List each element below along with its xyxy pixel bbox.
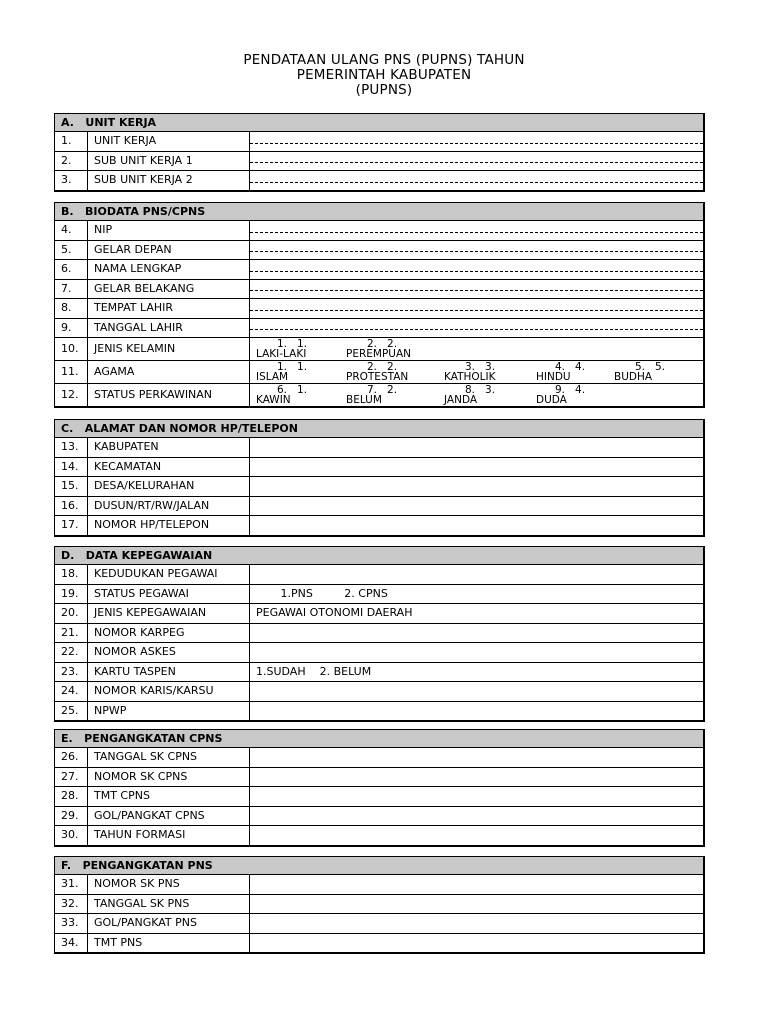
row-number: 25. — [61, 703, 79, 717]
column-divider — [87, 241, 88, 260]
row-number: 1. — [61, 134, 72, 147]
column-divider — [249, 875, 250, 894]
column-divider — [87, 787, 88, 806]
row-label: NOMOR SK PNS — [94, 877, 180, 890]
form-row — [55, 477, 703, 497]
form-row — [55, 319, 703, 339]
form-row — [55, 361, 703, 384]
form-row — [55, 914, 703, 934]
column-divider — [249, 299, 250, 318]
option-number: 2. 2. — [367, 338, 398, 350]
column-divider — [249, 565, 250, 584]
form-row — [55, 260, 703, 280]
column-divider — [87, 516, 88, 535]
column-divider — [87, 875, 88, 894]
section-unit-kerja — [54, 113, 705, 192]
column-divider — [87, 361, 88, 383]
row-number: 24. — [61, 684, 79, 697]
section-pengangkatan-cpns — [54, 729, 705, 847]
answer-field-line[interactable] — [250, 143, 703, 144]
row-number: 31. — [61, 877, 79, 890]
row-number: 10. — [61, 342, 79, 355]
option-label[interactable]: JANDA — [444, 394, 478, 406]
form-row — [55, 152, 703, 172]
form-row — [55, 768, 703, 788]
row-number: 19. — [61, 586, 79, 600]
form-row — [55, 497, 703, 517]
option-number: 1. 1. — [277, 361, 308, 373]
option-number: 1. 1. — [277, 338, 308, 350]
column-divider — [87, 438, 88, 457]
answer-field-line[interactable] — [250, 232, 703, 233]
row-label: DESA/KELURAHAN — [94, 479, 195, 492]
form-row — [55, 807, 703, 827]
form-row — [55, 875, 703, 895]
answer-field-line[interactable] — [250, 329, 703, 330]
column-divider — [87, 702, 88, 721]
section-heading: D. DATA KEPEGAWAIAN — [55, 547, 703, 565]
row-number: 33. — [61, 916, 79, 929]
row-label: NOMOR ASKES — [94, 645, 176, 658]
form-row — [55, 787, 703, 807]
form-row — [55, 682, 703, 702]
title-line-3: (PUPNS) — [355, 82, 413, 98]
option-number: 9. 4. — [555, 384, 586, 396]
row-label: JENIS KELAMIN — [94, 342, 176, 355]
row-number: 5. — [61, 242, 72, 256]
section-biodata — [54, 202, 705, 408]
row-number: 17. — [61, 518, 79, 531]
row-label: TAHUN FORMASI — [94, 828, 186, 841]
column-divider — [249, 643, 250, 662]
row-number: 12. — [61, 388, 79, 401]
row-label: UNIT KERJA — [94, 134, 157, 147]
row-label: STATUS PERKAWINAN — [94, 388, 213, 401]
column-divider — [87, 643, 88, 662]
column-divider — [87, 458, 88, 477]
column-divider — [87, 624, 88, 643]
row-label: SUB UNIT KERJA 2 — [94, 173, 193, 186]
form-row — [55, 895, 703, 915]
form-row — [55, 280, 703, 300]
column-divider — [87, 768, 88, 787]
row-number: 26. — [61, 750, 79, 763]
answer-field-line[interactable] — [250, 190, 703, 191]
column-divider — [87, 171, 88, 190]
column-divider — [249, 768, 250, 787]
column-divider — [249, 826, 250, 845]
row-number: 15. — [61, 479, 79, 492]
form-row — [55, 458, 703, 478]
row-number: 8. — [61, 301, 72, 314]
option-label[interactable]: BUDHA — [614, 371, 653, 383]
column-divider — [87, 663, 88, 682]
form-row — [55, 624, 703, 644]
row-number: 13. — [61, 440, 79, 453]
column-divider — [249, 338, 250, 360]
column-divider — [249, 497, 250, 516]
option-label[interactable]: LAKI-LAKI — [256, 348, 307, 360]
option-label[interactable]: BELUM — [346, 394, 382, 406]
column-divider — [87, 565, 88, 584]
option-label[interactable]: ISLAM — [256, 371, 289, 383]
column-divider — [87, 152, 88, 171]
answer-field-line[interactable] — [250, 952, 703, 953]
form-row — [55, 643, 703, 663]
row-label: NAMA LENGKAP — [94, 262, 182, 275]
row-number: 3. — [61, 173, 72, 186]
row-label: GELAR BELAKANG — [94, 281, 195, 295]
form-row — [55, 565, 703, 585]
row-label: GOL/PANGKAT CPNS — [94, 808, 205, 822]
column-divider — [87, 914, 88, 933]
row-value: 1.SUDAH 2. BELUM — [256, 664, 372, 678]
column-divider — [87, 682, 88, 701]
answer-field-line[interactable] — [250, 290, 703, 291]
option-number: 3. 3. — [465, 361, 496, 373]
row-number: 27. — [61, 769, 79, 783]
row-number: 20. — [61, 606, 79, 619]
answer-field-line[interactable] — [250, 535, 703, 536]
form-row — [55, 221, 703, 241]
column-divider — [249, 624, 250, 643]
answer-field-line[interactable] — [250, 720, 703, 721]
section-heading: A. UNIT KERJA — [55, 114, 703, 132]
column-divider — [87, 260, 88, 279]
title-line-2: PEMERINTAH KABUPATEN — [296, 67, 472, 83]
row-label: TANGGAL LAHIR — [94, 320, 183, 334]
option-number: 5. 5. — [635, 361, 666, 373]
form-row — [55, 604, 703, 624]
row-label: NIP — [94, 223, 113, 236]
column-divider — [249, 895, 250, 914]
form-row — [55, 241, 703, 261]
row-label: KECAMATAN — [94, 459, 162, 473]
row-label: TEMPAT LAHIR — [94, 301, 174, 314]
column-divider — [249, 748, 250, 767]
row-number: 7. — [61, 281, 72, 295]
title-line-1: PENDATAAN ULANG PNS (PUPNS) TAHUN — [243, 52, 525, 68]
row-number: 14. — [61, 459, 79, 473]
row-number: 28. — [61, 789, 79, 802]
row-value: PEGAWAI OTONOMI DAERAH — [256, 606, 413, 619]
form-row — [55, 338, 703, 361]
row-label: JENIS KEPEGAWAIAN — [94, 606, 207, 619]
column-divider — [87, 748, 88, 767]
option-number: 8. 3. — [465, 384, 496, 396]
row-label: AGAMA — [94, 365, 135, 378]
row-label: KARTU TASPEN — [94, 664, 176, 678]
column-divider — [249, 702, 250, 721]
column-divider — [87, 604, 88, 623]
column-divider — [87, 807, 88, 826]
section-alamat — [54, 419, 705, 537]
form-row — [55, 384, 703, 406]
column-divider — [249, 807, 250, 826]
column-divider — [249, 384, 250, 406]
row-number: 29. — [61, 808, 79, 822]
column-divider — [249, 663, 250, 682]
section-data-kepegawaian — [54, 546, 705, 722]
row-number: 9. — [61, 320, 72, 334]
column-divider — [87, 477, 88, 496]
form-row — [55, 438, 703, 458]
option-label[interactable]: PROTESTAN — [346, 371, 409, 383]
column-divider — [249, 280, 250, 299]
column-divider — [249, 132, 250, 151]
row-label: TMT PNS — [94, 935, 143, 949]
answer-field-line[interactable] — [250, 162, 703, 163]
row-number: 32. — [61, 896, 79, 910]
form-row — [55, 748, 703, 768]
row-number: 16. — [61, 498, 79, 512]
form-row — [55, 171, 703, 190]
row-label: DUSUN/RT/RW/JALAN — [94, 498, 210, 512]
answer-field-line[interactable] — [250, 310, 703, 311]
column-divider — [249, 361, 250, 383]
option-label[interactable]: HINDU — [536, 371, 571, 383]
row-number: 30. — [61, 828, 79, 841]
row-number: 11. — [61, 365, 79, 378]
column-divider — [249, 604, 250, 623]
option-number: 2. 2. — [367, 361, 398, 373]
column-divider — [87, 280, 88, 299]
row-number: 2. — [61, 153, 72, 167]
column-divider — [249, 221, 250, 240]
option-label[interactable]: PEREMPUAN — [346, 348, 412, 360]
column-divider — [87, 585, 88, 604]
column-divider — [249, 438, 250, 457]
column-divider — [87, 384, 88, 406]
form-row — [55, 585, 703, 605]
row-label: SUB UNIT KERJA 1 — [94, 153, 193, 167]
row-label: NOMOR HP/TELEPON — [94, 518, 210, 531]
row-number: 18. — [61, 567, 79, 580]
row-label: STATUS PEGAWAI — [94, 586, 189, 600]
column-divider — [87, 132, 88, 151]
answer-field-line[interactable] — [250, 182, 703, 183]
column-divider — [249, 787, 250, 806]
option-number: 6. 1. — [277, 384, 308, 396]
column-divider — [249, 319, 250, 338]
option-number: 7. 2. — [367, 384, 398, 396]
row-number: 23. — [61, 664, 79, 678]
form-row — [55, 826, 703, 845]
form-row — [55, 299, 703, 319]
column-divider — [249, 585, 250, 604]
section-heading: F. PENGANGKATAN PNS — [55, 857, 703, 875]
form-row — [55, 934, 703, 953]
row-label: TANGGAL SK PNS — [94, 896, 190, 910]
form-row — [55, 663, 703, 683]
row-value: 1.PNS 2. CPNS — [256, 586, 388, 600]
column-divider — [87, 221, 88, 240]
option-number: 4. 4. — [555, 361, 586, 373]
row-number: 21. — [61, 625, 79, 639]
row-label: KEDUDUKAN PEGAWAI — [94, 567, 218, 580]
row-number: 6. — [61, 262, 72, 275]
column-divider — [249, 260, 250, 279]
section-heading: B. BIODATA PNS/CPNS — [55, 203, 703, 221]
column-divider — [249, 682, 250, 701]
row-label: GELAR DEPAN — [94, 242, 172, 256]
answer-field-line[interactable] — [250, 251, 703, 252]
column-divider — [87, 826, 88, 845]
column-divider — [249, 171, 250, 190]
answer-field-line[interactable] — [250, 271, 703, 272]
row-label: NOMOR KARIS/KARSU — [94, 684, 214, 697]
option-label[interactable]: DUDA — [536, 394, 567, 406]
column-divider — [249, 516, 250, 535]
row-label: NOMOR SK CPNS — [94, 769, 188, 783]
row-label: KABUPATEN — [94, 440, 159, 453]
answer-field-line[interactable] — [250, 845, 703, 846]
column-divider — [249, 477, 250, 496]
option-label[interactable]: KAWIN — [256, 394, 291, 406]
column-divider — [87, 319, 88, 338]
column-divider — [87, 497, 88, 516]
column-divider — [249, 914, 250, 933]
row-label: NPWP — [94, 703, 127, 717]
column-divider — [87, 895, 88, 914]
form-row — [55, 702, 703, 721]
column-divider — [249, 152, 250, 171]
column-divider — [87, 934, 88, 953]
form-row — [55, 516, 703, 535]
row-number: 22. — [61, 645, 79, 658]
column-divider — [249, 934, 250, 953]
form-row — [55, 132, 703, 152]
column-divider — [87, 299, 88, 318]
section-heading: E. PENGANGKATAN CPNS — [55, 730, 703, 748]
row-label: GOL/PANGKAT PNS — [94, 916, 197, 929]
form-title — [0, 53, 768, 98]
row-label: TMT CPNS — [94, 789, 150, 802]
column-divider — [249, 458, 250, 477]
section-heading: C. ALAMAT DAN NOMOR HP/TELEPON — [55, 420, 703, 438]
row-label: NOMOR KARPEG — [94, 625, 185, 639]
row-label: TANGGAL SK CPNS — [94, 750, 198, 763]
section-pengangkatan-pns — [54, 856, 705, 954]
row-number: 34. — [61, 935, 79, 949]
row-number: 4. — [61, 223, 72, 236]
column-divider — [249, 241, 250, 260]
option-label[interactable]: KATHOLIK — [444, 371, 496, 383]
column-divider — [87, 338, 88, 360]
